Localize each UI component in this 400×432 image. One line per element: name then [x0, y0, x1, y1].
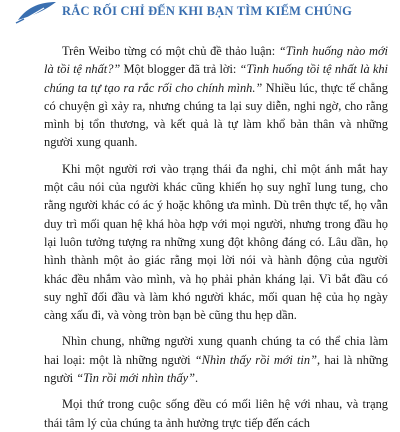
text-run: Trên Weibo từng có một chủ đề thảo luận:: [62, 44, 279, 58]
text-run: Mọi thứ trong cuộc sống đều có mối liên hệ với nhau, và trạng thái tâm lý của chúng ta ảnh hưởng trực tiếp đến cách: [44, 397, 388, 430]
italic-quote: “Tình huống tồi tệ nhất là khi chúng ta tự tạo ra rắc rối cho chính mình.”: [44, 62, 388, 95]
page-header: [0, 0, 400, 30]
paragraph: [44, 395, 388, 432]
text-run: Một blogger đã trả lời:: [120, 62, 240, 77]
text-run: Nhiều lúc, thực tế chẳng có chuyện gì xảy ra, nhưng chúng ta lại suy diễn, nghi ngờ, cho rằng mình bị tổn thương, và kết quả là tự làm khổ bản thân và những người xung quanh.: [44, 80, 388, 150]
paragraph: [44, 42, 388, 152]
text-run: Nhìn chung, những người xung quanh chúng ta có thể chia làm hai loại: một là những người: [44, 334, 388, 367]
paragraph: [44, 160, 388, 325]
italic-quote: “Nhìn thấy rồi mới tin”: [194, 352, 317, 367]
chapter-title: RẮC RỐI CHỈ ĐẾN KHI BẠN TÌM KIẾM CHÚNG: [62, 4, 353, 18]
text-run: .: [195, 371, 199, 386]
paragraph: [44, 332, 388, 387]
italic-quote: “Tin rồi mới nhìn thấy”: [76, 371, 196, 386]
feather-pen-icon: [14, 0, 58, 24]
document-body: [44, 42, 388, 432]
italic-quote: “Tình huống nào mới là tồi tệ nhất?”: [44, 44, 388, 77]
text-run: , hai là những người: [44, 352, 389, 386]
text-run: Khi một người rơi vào trạng thái đa nghi, chỉ một ánh mắt hay một câu nói của người khác cũng khiến họ suy nghĩ lung tung, cho rằng người khác có ác ý hoặc không ưa mình. Dù trên thực tế, họ vẫn duy trì mối quan hệ khá hòa hợp với mọi người, nhưng trong đầu họ lại luôn tưởng tượng ra những xung đột không đáng có. Lâu dần, họ hình thành một ảo giác rằng mọi lời nói và hành động của người khác đều nhắm vào mình, và họ phải phản kháng lại. Vì bắt đầu có suy nghĩ đối đầu và làm khó người khác, mối quan hệ của họ ngày càng xấu đi, và vòng tròn bạn bè cũng thu hẹp dần.: [44, 161, 388, 323]
